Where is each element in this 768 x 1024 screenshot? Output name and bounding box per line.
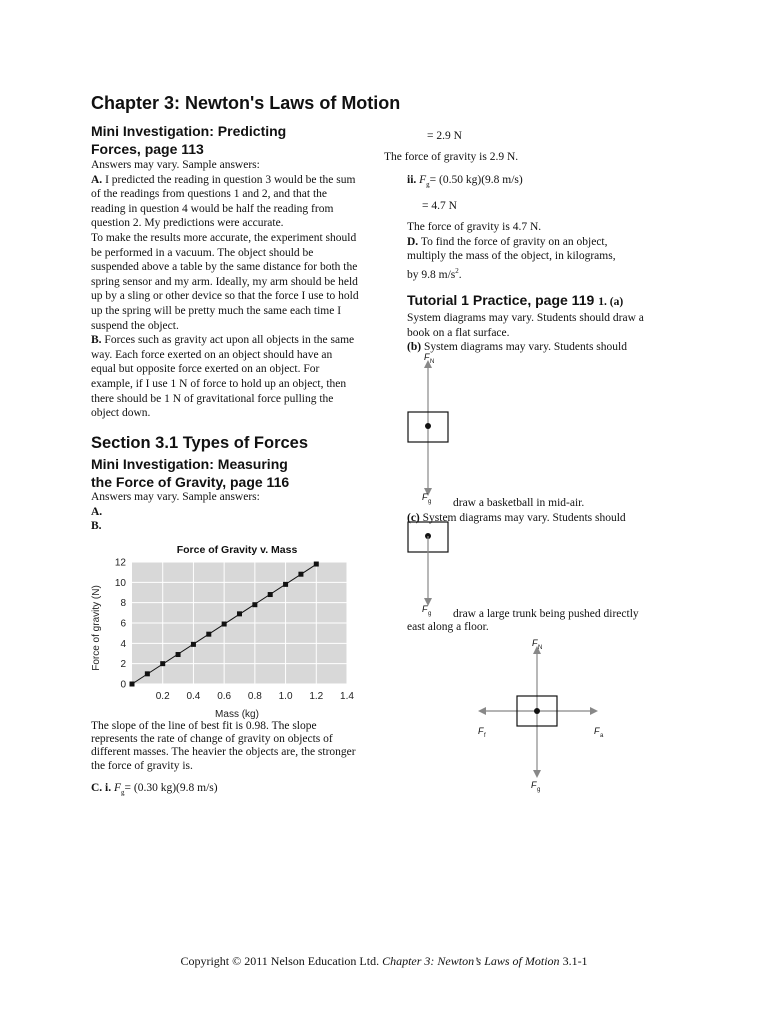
x-tick-label: 0.2 bbox=[155, 691, 170, 702]
subscript: g bbox=[537, 787, 541, 793]
answer-a bbox=[91, 173, 359, 231]
y-tick-label: 0 bbox=[120, 679, 126, 691]
mini-investigation-2-body bbox=[91, 490, 359, 534]
superscript: 2 bbox=[455, 266, 459, 275]
gravity-force-label: F bbox=[422, 492, 428, 502]
answer-text: Forces such as gravity act upon all objects in the same way. Each force exerted on an object should have an equal but opposite force exerted on an object. For example, if I use 1 N of force to hold up an object, then there should be 1 N of gravitational force pulling the object down. bbox=[91, 334, 355, 420]
equation-result-2: = 4.7 N bbox=[422, 200, 457, 212]
basketball-system-diagram bbox=[400, 520, 460, 620]
x-tick-label: 1.0 bbox=[278, 691, 293, 702]
subscript: g bbox=[121, 788, 125, 797]
gravity-statement-2: The force of gravity is 4.7 N. bbox=[407, 221, 542, 233]
answer-text: book on a flat surface. bbox=[407, 326, 510, 339]
mini-investigation-1-heading bbox=[91, 122, 359, 158]
heading-line: Mini Investigation: Measuring bbox=[91, 456, 288, 472]
chart-title: Force of Gravity v. Mass bbox=[176, 544, 298, 556]
y-axis-label: Force of gravity (N) bbox=[91, 585, 102, 671]
answer-text: System diagrams may vary. Students should draw a bbox=[407, 312, 644, 324]
y-tick-label: 10 bbox=[114, 577, 126, 589]
normal-force-label: F bbox=[424, 352, 430, 362]
subscript: N bbox=[538, 645, 543, 651]
answer-text: . bbox=[458, 268, 462, 281]
data-point bbox=[237, 611, 242, 616]
normal-force-label: F bbox=[532, 638, 538, 648]
x-tick-label: 0.6 bbox=[217, 691, 232, 702]
equation-result-1: = 2.9 N bbox=[427, 130, 462, 142]
x-tick-label: 1.2 bbox=[309, 691, 324, 702]
x-tick-label: 0.8 bbox=[247, 691, 262, 702]
left-column bbox=[91, 122, 359, 421]
mini-investigation-2-heading bbox=[91, 455, 289, 491]
answer-label: D. bbox=[407, 235, 419, 248]
answer-text: multiply the mass of the object, in kilograms, bbox=[407, 250, 616, 263]
subscript: N bbox=[430, 359, 435, 365]
answer-text: draw a basketball in mid-air. bbox=[453, 497, 585, 509]
trunk-system-diagram bbox=[470, 632, 620, 796]
answer-label: A. bbox=[91, 505, 103, 518]
friction-force-label: F bbox=[478, 726, 484, 736]
data-point bbox=[314, 562, 319, 567]
answer-label: (c) bbox=[407, 512, 420, 524]
answer-label: A. bbox=[91, 173, 103, 186]
applied-force-label: F bbox=[594, 726, 600, 736]
x-tick-label: 0.4 bbox=[186, 691, 201, 702]
section-heading: Section 3.1 Types of Forces bbox=[91, 434, 309, 452]
intro-text: Answers may vary. Sample answers: bbox=[91, 491, 260, 503]
data-point bbox=[176, 652, 181, 657]
answer-text: by 9.8 m/s bbox=[407, 268, 456, 281]
equation-text: = (0.50 kg)(9.8 m/s) bbox=[429, 174, 523, 186]
mini-investigation-1-body bbox=[91, 158, 359, 421]
subscript: g bbox=[426, 180, 430, 189]
answer-1a bbox=[407, 311, 677, 355]
page-footer bbox=[0, 954, 768, 969]
answer-b bbox=[91, 333, 359, 421]
data-point bbox=[130, 682, 135, 687]
answer-text: System diagrams may vary. Students should bbox=[422, 512, 626, 524]
y-tick-label: 12 bbox=[114, 557, 126, 569]
answer-ii-equation bbox=[407, 173, 523, 192]
answer-text: To make the results more accurate, the experiment should be performed in a vacuum. The object should be suspended above a table by the same distance for both the spring sensor and my arm. Ideally, my arm should be held up by a sling or other device so that the force I use to hold up the spring will be pretty much the same each time I suspend the object. bbox=[91, 231, 359, 332]
y-tick-label: 4 bbox=[120, 638, 126, 650]
data-point bbox=[283, 582, 288, 587]
subscript: f bbox=[484, 733, 486, 739]
slope-explanation: The slope of the line of best fit is 0.98. The slope represents the rate of change of gravity on objects of different masses. The heavier the objects are, the stronger the force of gravity is. bbox=[91, 720, 356, 772]
answer-label: B. bbox=[91, 520, 102, 533]
x-tick-label: 1.4 bbox=[340, 691, 354, 702]
data-point bbox=[268, 592, 273, 597]
equation-text: = (0.30 kg)(9.8 m/s) bbox=[124, 782, 218, 794]
tutorial-heading bbox=[407, 291, 623, 310]
gravity-force-label: F bbox=[422, 604, 428, 614]
subscript: g bbox=[428, 611, 432, 617]
answer-d-block bbox=[407, 220, 657, 282]
answer-c-equation bbox=[91, 781, 218, 800]
subscript: g bbox=[428, 499, 432, 505]
y-tick-label: 2 bbox=[120, 659, 126, 671]
page-title: Chapter 3: Newton's Laws of Motion bbox=[91, 93, 401, 113]
data-point bbox=[191, 642, 196, 647]
answer-text: draw a large trunk being pushed directly bbox=[453, 608, 639, 620]
gravity-statement-1: The force of gravity is 2.9 N. bbox=[384, 151, 519, 163]
answer-text: east along a floor. bbox=[407, 621, 489, 633]
y-tick-label: 8 bbox=[120, 598, 126, 610]
answer-text: System diagrams may vary. Students should bbox=[423, 341, 627, 354]
data-point bbox=[206, 632, 211, 637]
data-point bbox=[160, 661, 165, 666]
answer-label: C. i. bbox=[91, 782, 112, 794]
answer-label: B. bbox=[91, 334, 102, 347]
answer-label: (b) bbox=[407, 341, 422, 354]
heading-line: Forces, page 113 bbox=[91, 141, 204, 157]
heading-line: the Force of Gravity, page 116 bbox=[91, 474, 290, 490]
subscript: a bbox=[600, 733, 604, 739]
data-point bbox=[145, 671, 150, 676]
force-symbol: F bbox=[114, 782, 122, 794]
data-point bbox=[298, 572, 303, 577]
book-system-diagram bbox=[400, 350, 460, 510]
intro-text: Answers may vary. Sample answers: bbox=[91, 159, 260, 171]
tutorial-title: Tutorial 1 Practice, page 119 bbox=[407, 292, 595, 308]
chapter-title: Chapter 3: Newton’s Laws of Motion bbox=[382, 954, 560, 968]
y-tick-label: 6 bbox=[120, 618, 126, 630]
page-number: 3.1-1 bbox=[559, 954, 588, 968]
question-label: 1. (a) bbox=[598, 296, 624, 308]
x-axis-label: Mass (kg) bbox=[215, 709, 259, 720]
answer-text: To find the force of gravity on an object, bbox=[420, 235, 608, 248]
heading-line: Mini Investigation: Predicting bbox=[91, 123, 287, 139]
force-symbol: F bbox=[419, 174, 427, 186]
gravity-force-label: F bbox=[531, 780, 537, 790]
data-point bbox=[252, 602, 257, 607]
answer-text: I predicted the reading in question 3 would be the sum of the readings from questions 1 and 2, and that the reading in question 4 would be half the reading from question 2. My predictions were accurate. bbox=[91, 173, 356, 230]
data-point bbox=[222, 622, 227, 627]
answer-label: ii. bbox=[407, 174, 417, 186]
force-gravity-chart bbox=[88, 538, 360, 720]
copyright-text: Copyright © 2011 Nelson Education Ltd. bbox=[180, 954, 383, 968]
